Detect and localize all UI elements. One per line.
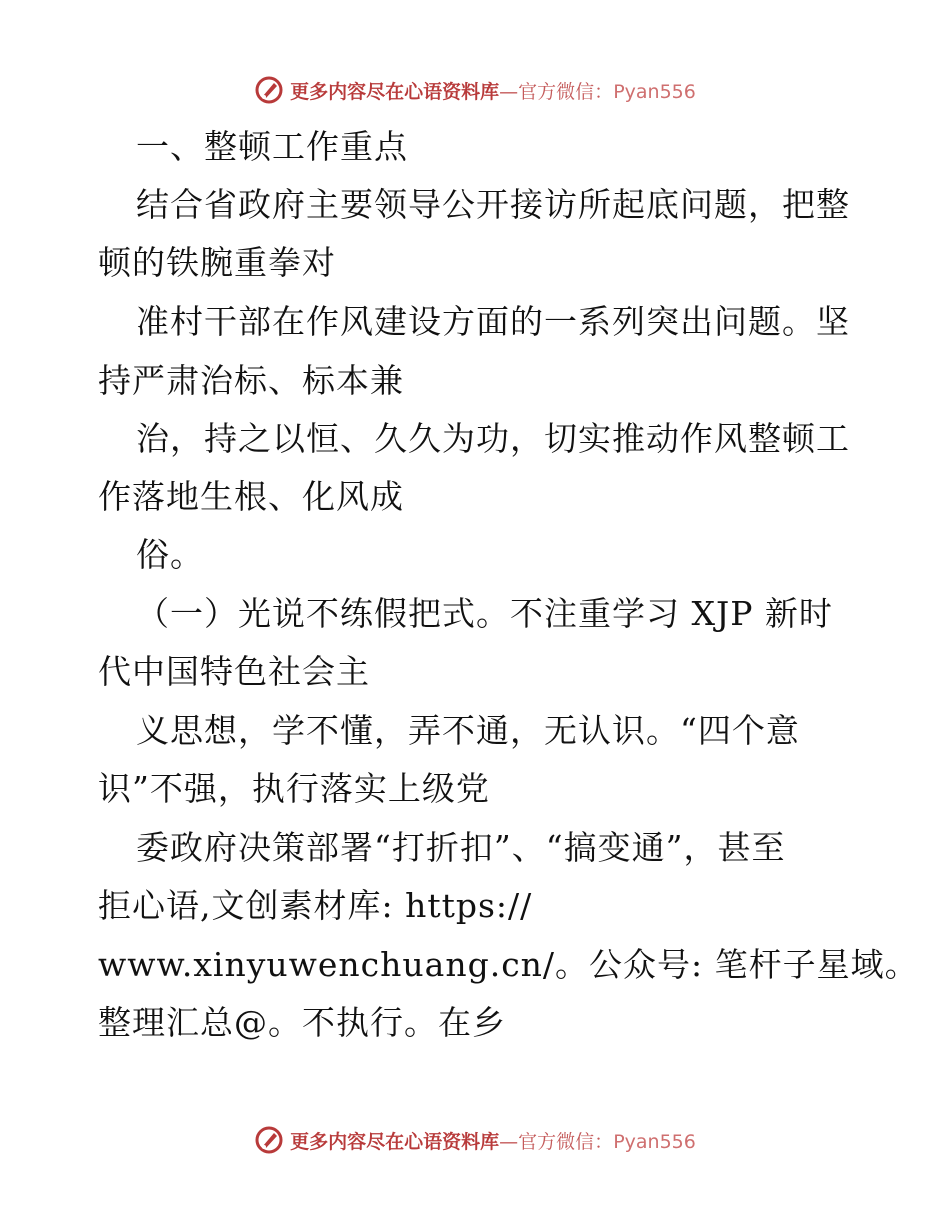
watermark-footer — [0, 1120, 950, 1160]
watermark-wechat-id: Pyan556 — [613, 80, 696, 103]
watermark-wechat-label: 官方微信： — [518, 80, 614, 103]
body-line: 整理汇总@。不执行。在乡 — [98, 1003, 506, 1042]
body-line: 顿的铁腕重拳对 — [98, 243, 336, 282]
body-line: www.xinyuwenchuang.cn/。公众号: 笔杆子星域。 — [98, 945, 919, 984]
watermark-brand: 更多内容尽在心语资料库 — [290, 1130, 500, 1153]
watermark-wechat-label: 官方微信： — [518, 1130, 614, 1153]
body-line: 持严肃治标、标本兼 — [98, 361, 404, 400]
body-line: 义思想，学不懂，弄不通，无认识。“四个意 — [136, 711, 800, 750]
watermark-text — [290, 77, 696, 104]
watermark-brand: 更多内容尽在心语资料库 — [290, 80, 500, 103]
body-line: 拒心语,文创素材库: https:// — [98, 886, 533, 925]
pen-logo-icon — [254, 1125, 284, 1155]
watermark-text — [290, 1127, 696, 1154]
watermark-wechat-id: Pyan556 — [613, 1130, 696, 1153]
body-line: 委政府决策部署“打折扣”、“搞变通”，甚至 — [136, 828, 786, 867]
section-heading: 一、整顿工作重点 — [136, 127, 408, 166]
pen-logo-icon — [254, 75, 284, 105]
watermark-dash: — — [499, 1130, 519, 1153]
body-line: 准村干部在作风建设方面的一系列突出问题。坚 — [136, 302, 850, 341]
body-line: 治，持之以恒、久久为功，切实推动作风整顿工 — [136, 419, 850, 458]
watermark-dash: — — [499, 80, 519, 103]
body-line: 识”不强，执行落实上级党 — [98, 769, 490, 808]
watermark-header — [0, 70, 950, 110]
body-line: 结合省政府主要领导公开接访所起底问题，把整 — [136, 185, 850, 224]
body-line: 俗。 — [136, 535, 204, 574]
body-line: 代中国特色社会主 — [98, 652, 370, 691]
subsection-line: （一）光说不练假把式。不注重学习 XJP 新时 — [136, 594, 833, 633]
body-line: 作落地生根、化风成 — [98, 477, 404, 516]
